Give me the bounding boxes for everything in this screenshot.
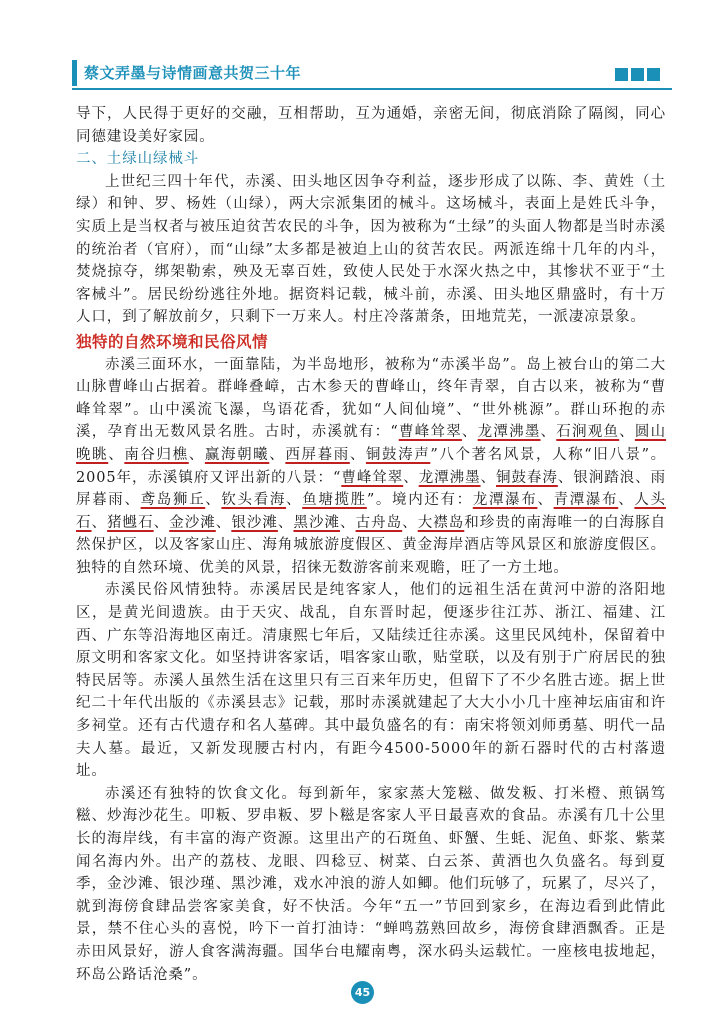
text-run: 、 <box>461 424 478 441</box>
section-heading: 独特的自然环境和民俗风情 <box>76 332 269 351</box>
text-run: 、 <box>108 446 125 463</box>
underlined-place: 龙潭瀑布 <box>472 492 538 509</box>
underlined-place: 青潭瀑布 <box>553 492 619 509</box>
underlined-place: 曹峰耸翠 <box>341 469 404 486</box>
square-icon <box>647 68 660 81</box>
header-accent-bar <box>72 60 77 86</box>
header-title: 蔡文弄墨与诗情画意共贺三十年 <box>84 64 302 82</box>
underlined-place: 古舟岛 <box>355 514 403 531</box>
paragraph-food: 赤溪还有独特的饮食文化。每到新年，家家蒸大笼糍、做发粄、打米橙、煎锅笃糍、炒海沙花生。叩粄、罗串粄、罗卜糍是客家人平日最喜欢的食品。赤溪有几十公里长的海岸线，有丰富的海产资源。这里出产的石斑鱼、虾蟹、生蚝、泥鱼、虾浆、紫菜闻名海内外。出产的荔枝、龙眼、四稔豆、树菜、白云茶、黄酒也久负盛名。每到夏季，金沙滩、银沙瑾、黑沙滩，戏水冲浪的游人如鲫。他们玩够了，玩累了，尽兴了，就到海傍食肆品尝客家美食，好不快活。今年“五一”节回到家乡，在海边看到此情此景，禁不住心头的喜悦，吟下一首打油诗：“蝉鸣荔熟回故乡，海傍食肆酒飘香。正是赤田风景好，游人食客满海疆。国华台电耀南粤，深水码头运载忙。一座核电拔地起，环岛公路话沧桑”。 <box>76 785 666 983</box>
header-square-icons <box>612 66 660 85</box>
text-run: 赤溪三面环水，一面靠陆，为半岛地形，被称为“赤溪半岛”。岛上被台山的第二大山脉曹峰山占据着。群峰叠嶂，古木参天的曹峰山，终年青翠，自古以来，被称为“曹峰耸翠”。山中溪流飞瀑，鸟语花香，犹如“人间仙境”、“世外桃源”。群山环抱的赤溪，孕育出无数风景名胜。古时，赤溪就有：“ <box>76 356 666 441</box>
underlined-place: 铜鼓春涛 <box>496 469 558 486</box>
text-run: 、 <box>618 492 635 509</box>
underlined-place: 南谷归樵 <box>124 446 189 463</box>
text-run: 、 <box>480 469 496 486</box>
underlined-place: 人头石 <box>76 492 666 531</box>
paragraph-feud: 上世纪三四十年代，赤溪、田头地区因争夺利益，逐步形成了以陈、李、黄姓（土绿）和钟、罗、杨姓（山绿），两大宗派集团的械斗。这场械斗，表面上是姓氏斗争，实质上是当权者与被压迫贫苦农民的斗争，因为被称为“土绿”的头面人物都是当时赤溪的统治者（官府），而“山绿”太多都是被迫上山的贫苦农民。两派连绵十几年的内斗，焚烧掠夺，绑架勒索，殃及无辜百姓，致使人民处于水深火热之中，其惨状不亚于“土客械斗”。居民纷纷逃往外地。据资料记载，械斗前，赤溪、田头地区鼎盛时，有十万人口，到了解放前夕，只剩下一万来人。村庄冷落萧条，田地荒芜，一派凄凉景象。 <box>76 173 666 326</box>
text-run: 、 <box>205 492 222 509</box>
page-header <box>72 58 672 88</box>
underlined-place: 金沙滩 <box>169 514 216 531</box>
text-run: 、 <box>540 424 557 441</box>
text-run: ”八个著名风景，人称“旧八景”。2005年，赤溪镇府又评出新的八景：“ <box>76 446 667 486</box>
text-run: 、 <box>215 514 232 531</box>
text-run: 、 <box>619 424 635 441</box>
text-run: 、 <box>269 446 286 463</box>
underlined-place: 黑沙滩 <box>293 514 341 531</box>
underlined-place: 龙潭沸墨 <box>418 469 481 486</box>
text-run: 、 <box>286 492 303 509</box>
text-run: 、 <box>188 446 205 463</box>
square-icon <box>615 68 628 81</box>
article-body <box>76 103 666 986</box>
text-run: 、 <box>340 514 356 531</box>
underlined-place: 银沙滩 <box>231 514 278 531</box>
underlined-place: 西屏暮雨 <box>285 446 350 463</box>
text-run: 、 <box>277 514 294 531</box>
text-run: 、 <box>402 514 418 531</box>
paragraph-continuation: 导下，人民得于更好的交融，互相帮助，互为通婚，亲密无间，彻底消除了隔阂，同心同德建设美好家园。 <box>76 106 666 145</box>
underlined-place: 鱼塘揽胜 <box>302 492 367 509</box>
text-run: 和珍贵的南海唯一的白海豚自然保护区，以及客家山庄、海角城旅游度假区、黄金海岸酒店等风景区和旅游度假区。独特的自然环境、优美的风景，招徕无数游客前来观瞻，旺了一方土地。 <box>76 514 667 576</box>
text-run: 、 <box>349 446 366 463</box>
underlined-place: 赢海朝曦 <box>204 446 270 463</box>
underlined-place: 石涧观鱼 <box>556 424 620 441</box>
paragraph-customs: 赤溪民俗风情独特。赤溪居民是纯客家人，他们的远祖生活在黄河中游的洛阳地区，是黄光间遗族。由于天灾、战乱，自东晋时起，便逐步往江苏、浙江、福建、江西、广东等沿海地区南迁。清康熙七年后，又陆续迁往赤溪。这里民风纯朴，保留着中原文明和客家文化。如坚持讲客家话，唱客家山歌，贴堂联，以及有别于广府居民的独特民居等。赤溪人虽然生活在这里只有三百来年历史，但留下了不少名胜古迹。据上世纪二十年代出版的《赤溪县志》记载，那时赤溪就建起了大大小小几十座神坛庙宙和许多祠堂。还有古代遗存和名人墓碑。其中最负盛名的有：南宋将领刘师勇墓、明代一品夫人墓。最近，又新发现腰古村内，有距今4500-5000年的新石器时代的古村落遗址。 <box>76 582 666 780</box>
text-run: ”。境内还有： <box>366 492 473 509</box>
underlined-place: 鸢岛狮丘 <box>140 492 206 509</box>
underlined-place: 龙潭沸墨 <box>477 424 541 441</box>
text-run: 、银涧踏浪、雨屏暮雨、 <box>76 469 666 509</box>
underlined-place: 曹峰耸翠 <box>398 424 462 441</box>
square-icon <box>631 68 644 81</box>
underlined-place: 大襟岛 <box>417 514 465 531</box>
text-run: 、 <box>153 514 170 531</box>
text-run: 、 <box>91 514 108 531</box>
underlined-place: 铜鼓涛声 <box>365 446 431 463</box>
underlined-place: 圆山晚眺 <box>76 424 667 463</box>
subheading: 二、土绿山绿械斗 <box>76 151 200 168</box>
header-rule <box>72 88 672 90</box>
text-run: 、 <box>537 492 554 509</box>
underlined-place: 钦头看海 <box>221 492 287 509</box>
page-number: 45 <box>351 981 374 1004</box>
text-run: 、 <box>403 469 419 486</box>
underlined-place: 猪乸石 <box>107 514 154 531</box>
paragraph-scenery <box>76 354 666 580</box>
